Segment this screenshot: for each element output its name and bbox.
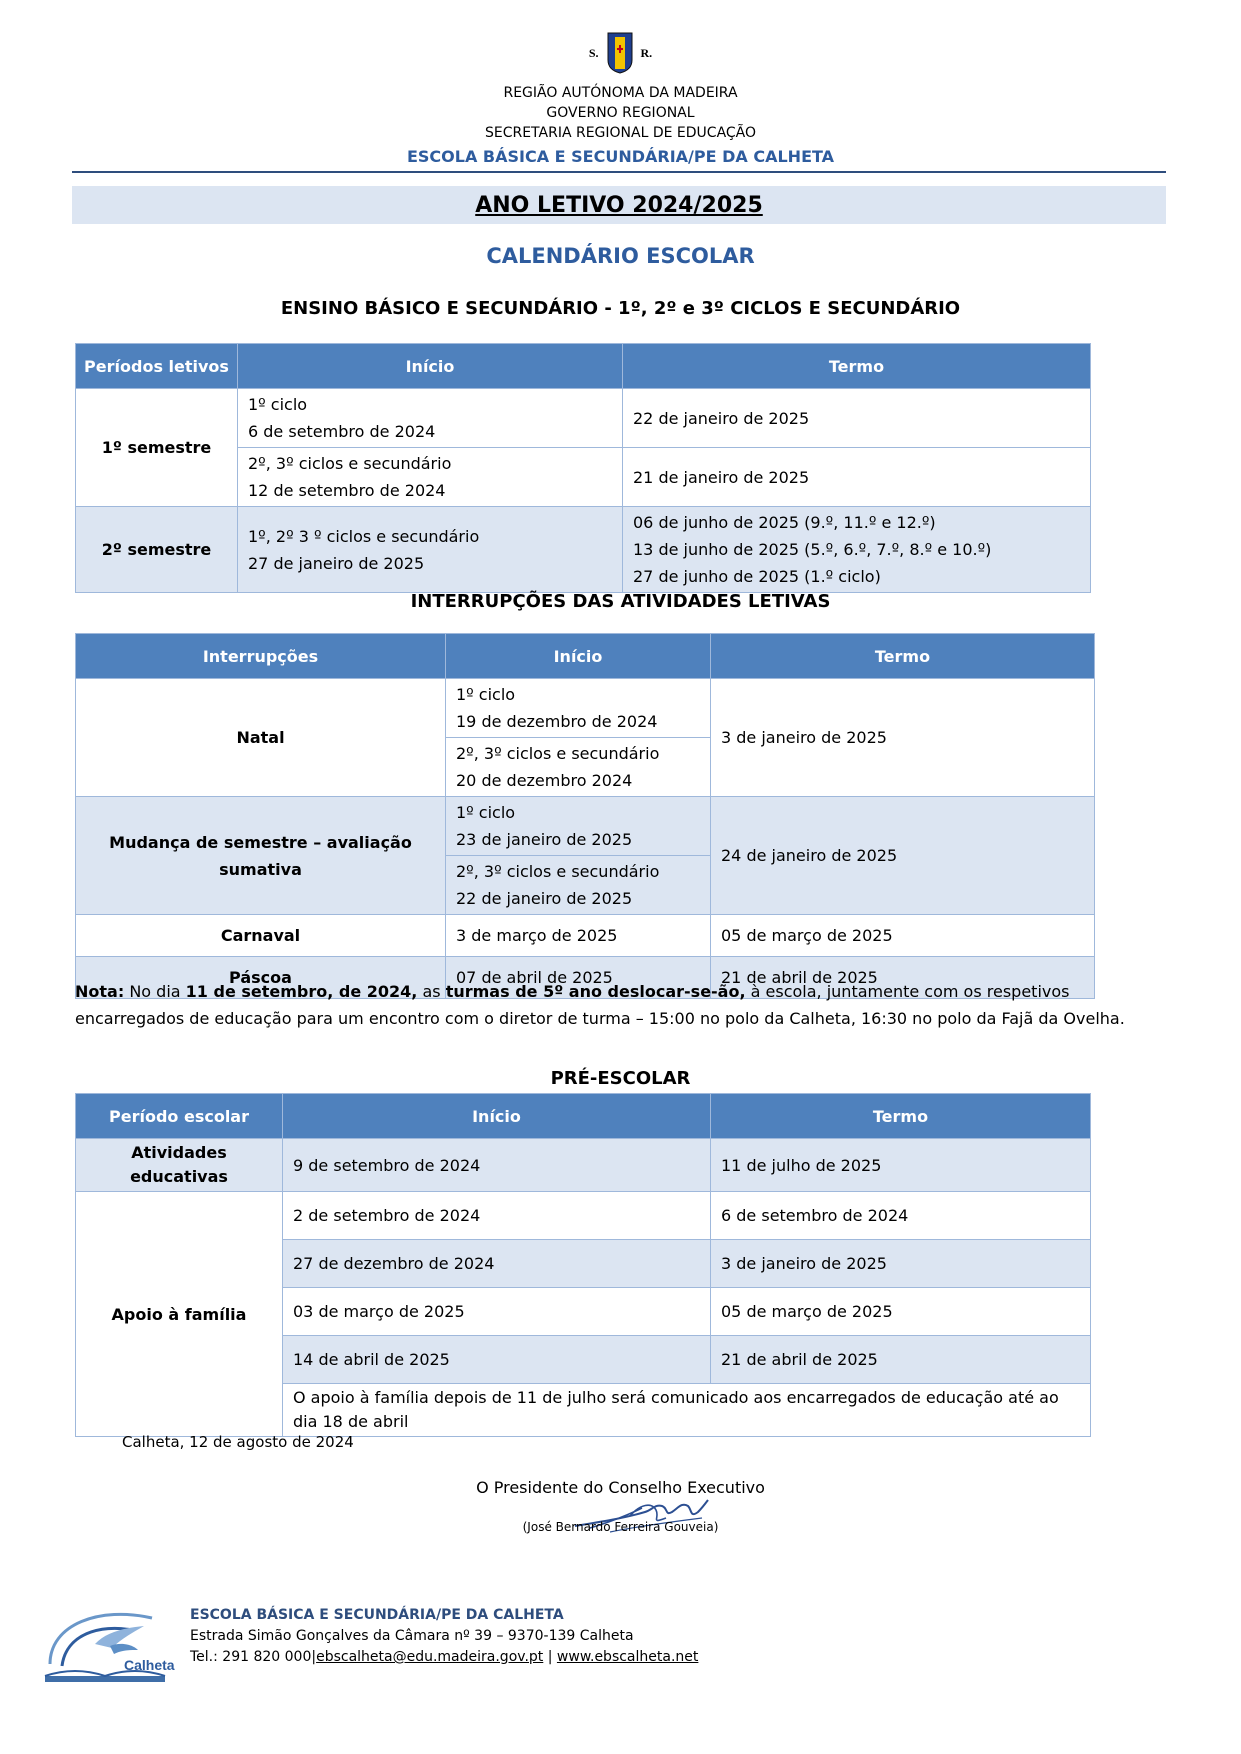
interruptions-table — [75, 633, 1095, 999]
natal-start-cycle1: 1º ciclo 19 de dezembro de 2024 — [446, 679, 711, 738]
region-line: REGIÃO AUTÓNOMA DA MADEIRA — [503, 85, 738, 101]
header-school-period: Período escolar — [76, 1094, 283, 1139]
carnaval-label: Carnaval — [76, 915, 446, 957]
signer-name: (José Bernardo Ferreira Gouveia) — [522, 1520, 719, 1534]
pascoa-label: Páscoa — [76, 957, 446, 999]
place-date: Calheta, 12 de agosto de 2024 — [122, 1433, 354, 1451]
president-title: O Presidente do Conselho Executivo — [476, 1478, 765, 1497]
family-support-end: 3 de janeiro de 2025 — [711, 1240, 1091, 1288]
pascoa-end: 21 de abril de 2025 — [711, 957, 1095, 999]
semester-2-end: 06 de junho de 2025 (9.º, 11.º e 12.º) 13 de junho de 2025 (5.º, 6.º, 7.º, 8.º e 10.º) 27 de junho de 2025 (1.º ciclo) — [623, 507, 1091, 593]
periods-table — [75, 343, 1091, 593]
family-support-end: 21 de abril de 2025 — [711, 1336, 1091, 1384]
header-end: Termo — [711, 634, 1095, 679]
crest-left-text: S. — [588, 45, 599, 60]
footer-contact — [190, 1605, 698, 1668]
header-start: Início — [283, 1094, 711, 1139]
footer-contacts-line: Tel.: 291 820 000|ebscalheta@edu.madeira.gov.pt | www.ebscalheta.net — [190, 1649, 699, 1665]
school-year-title: ANO LETIVO 2024/2025 — [72, 186, 1166, 224]
footer-address: Estrada Simão Gonçalves da Câmara nº 39 – 9370-139 Calheta — [190, 1628, 634, 1644]
footer-email-link[interactable]: ebscalheta@edu.madeira.gov.pt — [316, 1649, 544, 1665]
semester-change-label: Mudança de semestre – avaliação sumativa — [76, 797, 446, 915]
family-support-start: 03 de março de 2025 — [283, 1288, 711, 1336]
crest-right-text: R. — [640, 45, 653, 60]
secretariat-line: SECRETARIA REGIONAL DE EDUCAÇÃO — [484, 125, 757, 141]
educational-activities-start: 9 de setembro de 2024 — [283, 1139, 711, 1192]
family-support-start: 2 de setembro de 2024 — [283, 1192, 711, 1240]
government-line: GOVERNO REGIONAL — [546, 105, 695, 121]
interruptions-title: INTERRUPÇÕES DAS ATIVIDADES LETIVAS — [410, 591, 831, 612]
family-support-start: 14 de abril de 2025 — [283, 1336, 711, 1384]
carnaval-end: 05 de março de 2025 — [711, 915, 1095, 957]
footer-tel: Tel.: 291 820 000 — [190, 1649, 312, 1665]
header-interruptions: Interrupções — [76, 634, 446, 679]
madeira-crest-icon — [607, 32, 633, 74]
semester-1-end-other: 21 de janeiro de 2025 — [623, 448, 1091, 507]
letterhead-crest — [0, 28, 1241, 78]
educational-activities-label: Atividades educativas — [76, 1139, 283, 1192]
semester-1-start-cycle1: 1º ciclo 6 de setembro de 2024 — [238, 389, 623, 448]
family-support-end: 05 de março de 2025 — [711, 1288, 1091, 1336]
header-end: Termo — [623, 344, 1091, 389]
semester-2-start: 1º, 2º 3 º ciclos e secundário 27 de janeiro de 2025 — [238, 507, 623, 593]
family-support-note: O apoio à família depois de 11 de julho será comunicado aos encarregados de educação até ao dia 18 de abril — [283, 1384, 1091, 1437]
header-periods: Períodos letivos — [76, 344, 238, 389]
pascoa-start: 07 de abril de 2025 — [446, 957, 711, 999]
calendar-title: CALENDÁRIO ESCOLAR — [486, 244, 755, 268]
header-start: Início — [446, 634, 711, 679]
periods-title: ENSINO BÁSICO E SECUNDÁRIO - 1º, 2º e 3º CICLOS E SECUNDÁRIO — [280, 298, 961, 319]
footer-school-name: ESCOLA BÁSICA E SECUNDÁRIA/PE DA CALHETA — [190, 1607, 564, 1623]
semester-change-start-other: 2º, 3º ciclos e secundário 22 de janeiro de 2025 — [446, 856, 711, 915]
school-logo-icon — [40, 1604, 175, 1692]
semester-change-start-cycle1: 1º ciclo 23 de janeiro de 2025 — [446, 797, 711, 856]
carnaval-start: 3 de março de 2025 — [446, 915, 711, 957]
preschool-title: PRÉ-ESCOLAR — [550, 1068, 691, 1089]
header-start: Início — [238, 344, 623, 389]
natal-label: Natal — [76, 679, 446, 797]
family-support-end: 6 de setembro de 2024 — [711, 1192, 1091, 1240]
school-logo-text: Calheta — [124, 1657, 175, 1673]
semester-1-end-cycle1: 22 de janeiro de 2025 — [623, 389, 1091, 448]
preschool-table — [75, 1093, 1091, 1437]
note-paragraph: Nota: No dia 11 de setembro, de 2024, as turmas de 5º ano deslocar-se-ão, à escola, juntamente com os respetivos encarregados de educação para um encontro com o diretor de turma – 15:00 no polo da Calheta, 16:30 no polo da Fajã da Ovelha. — [75, 982, 1125, 1028]
family-support-label: Apoio à família — [76, 1192, 283, 1437]
header-end: Termo — [711, 1094, 1091, 1139]
natal-start-other: 2º, 3º ciclos e secundário 20 de dezembro 2024 — [446, 738, 711, 797]
natal-end: 3 de janeiro de 2025 — [711, 679, 1095, 797]
semester-1-label: 1º semestre — [76, 389, 238, 507]
family-support-start: 27 de dezembro de 2024 — [283, 1240, 711, 1288]
semester-2-label: 2º semestre — [76, 507, 238, 593]
header-divider — [72, 171, 1166, 173]
semester-change-end: 24 de janeiro de 2025 — [711, 797, 1095, 915]
school-name: ESCOLA BÁSICA E SECUNDÁRIA/PE DA CALHETA — [406, 147, 835, 166]
semester-1-start-other: 2º, 3º ciclos e secundário 12 de setembro de 2024 — [238, 448, 623, 507]
footer-website-link[interactable]: www.ebscalheta.net — [556, 1649, 699, 1665]
educational-activities-end: 11 de julho de 2025 — [711, 1139, 1091, 1192]
